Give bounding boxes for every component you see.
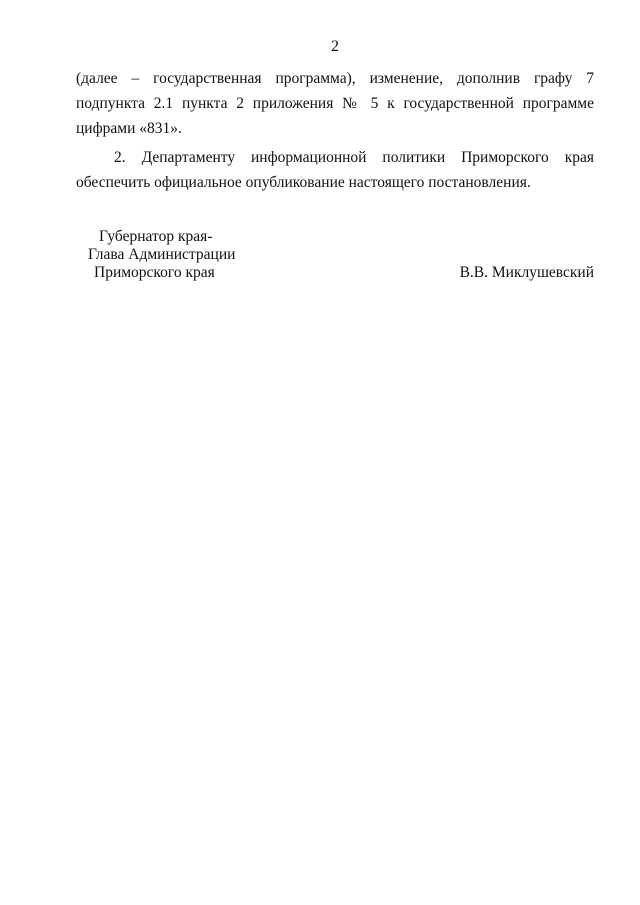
signatory-title-line: Приморского края [94, 264, 215, 281]
paragraph-line: цифрами «831». [76, 120, 182, 137]
signatory-name: В.В. Миклушевский [459, 264, 594, 281]
paragraph-line: подпункта 2.1 пункта 2 приложения № 5 к государственной программе [76, 95, 594, 112]
paragraph-line: 2. Департаменту информационной политики Приморского края [114, 149, 594, 166]
signatory-title-line: Глава Администрации [88, 246, 236, 263]
page-number: 2 [331, 38, 339, 55]
signatory-title-line: Губернатор края- [99, 228, 213, 245]
paragraph-line: обеспечить официальное опубликование настоящего постановления. [76, 174, 531, 191]
paragraph-continuation [76, 66, 594, 141]
paragraph-item-2 [76, 145, 594, 195]
paragraph-line: (далее – государственная программа), изменение, дополнив графу 7 [76, 70, 594, 87]
